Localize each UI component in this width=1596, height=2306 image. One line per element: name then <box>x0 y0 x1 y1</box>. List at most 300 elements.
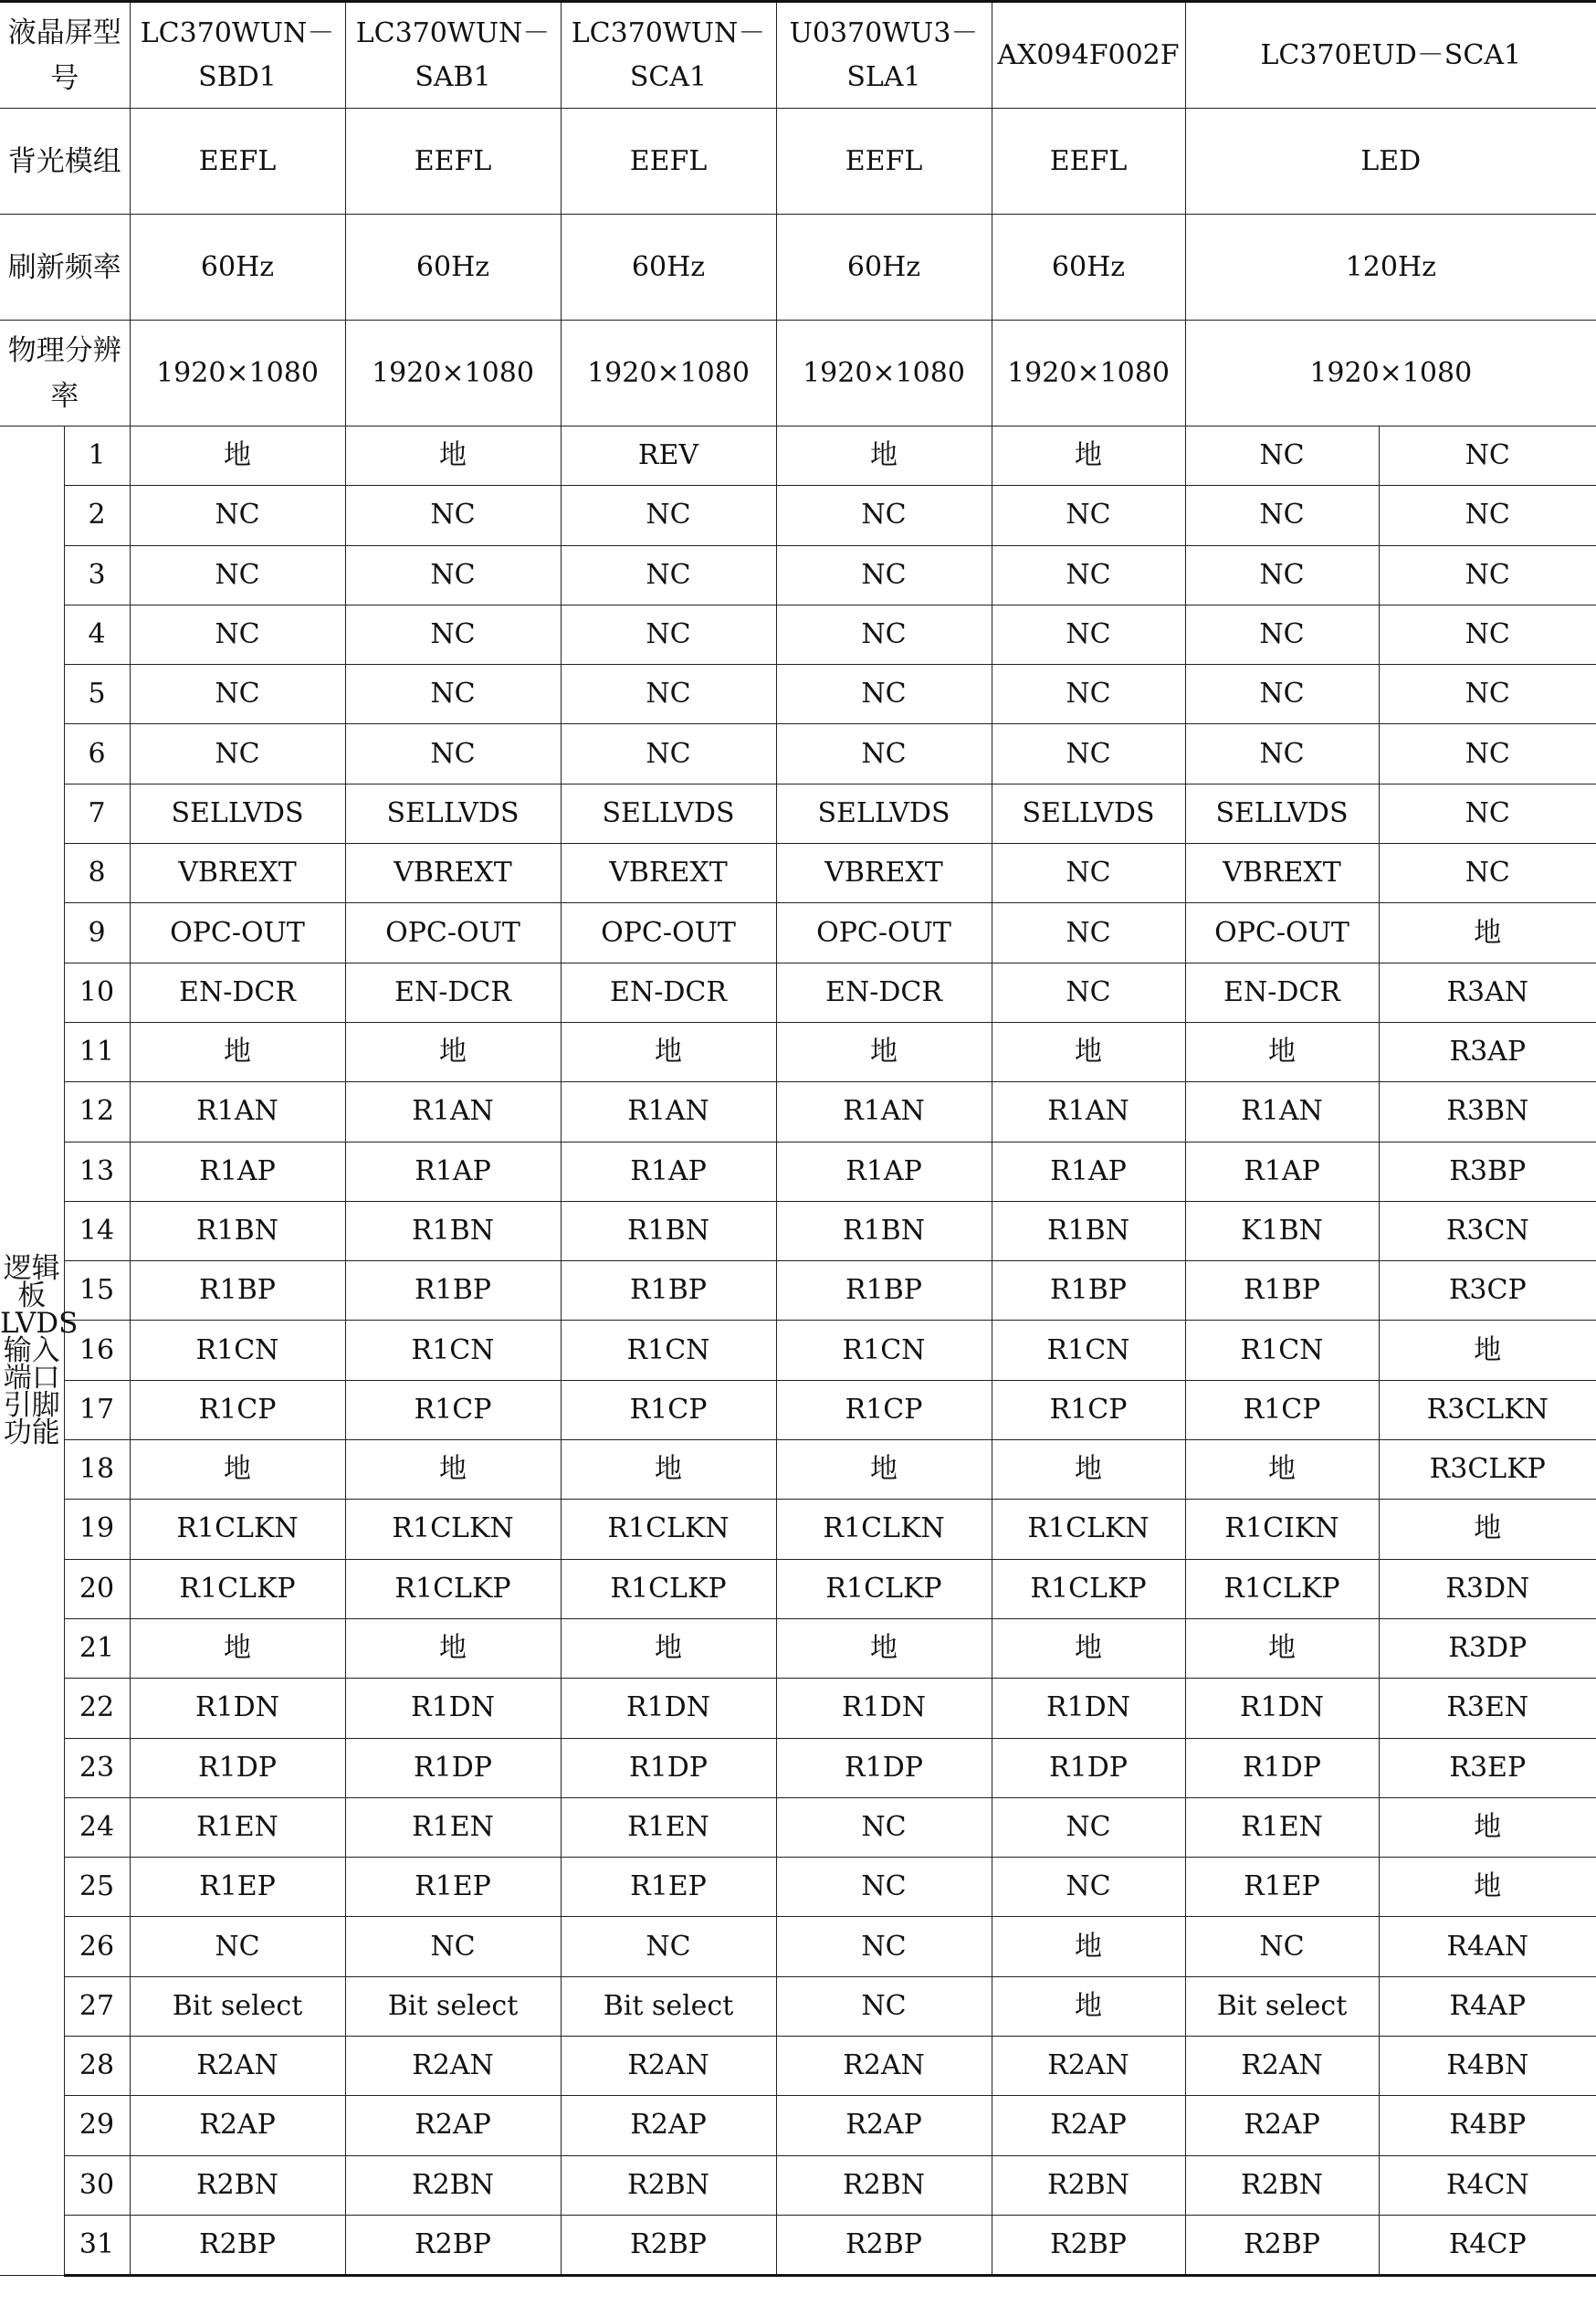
pin-function-cell: R1AP <box>1185 1142 1379 1201</box>
pin-function-cell: R1DP <box>130 1738 345 1797</box>
pin-function-cell: VBREXT <box>1185 844 1379 903</box>
pin-function-cell: NC <box>776 724 992 784</box>
pin-function-cell: R1CLKP <box>992 1559 1185 1618</box>
pin-function-cell: 地 <box>992 1618 1185 1678</box>
pin-function-cell: NC <box>992 486 1185 545</box>
pin-row <box>0 844 1596 903</box>
pin-function-cell: R3DN <box>1379 1559 1596 1618</box>
pin-function-cell: R3DP <box>1379 1618 1596 1678</box>
pin-function-cell: R1EN <box>561 1797 776 1857</box>
pin-function-cell: 地 <box>776 1618 992 1678</box>
pin-function-cell: NC <box>1185 665 1379 724</box>
pin-number-cell: 14 <box>64 1201 130 1260</box>
pin-number-cell: 23 <box>64 1738 130 1797</box>
pin-row <box>0 1500 1596 1559</box>
spec-value-cell: 60Hz <box>561 215 776 321</box>
pin-function-cell: R1CLKP <box>1185 1559 1379 1618</box>
pin-function-cell: R1BN <box>776 1201 992 1260</box>
pin-function-cell: R1BP <box>992 1261 1185 1321</box>
pin-number-cell: 29 <box>64 2096 130 2155</box>
pin-function-cell: Bit select <box>130 1976 345 2036</box>
pin-function-cell: NC <box>776 1858 992 1917</box>
spec-label-cell: 刷新频率 <box>0 215 130 321</box>
pin-function-cell: R3EP <box>1379 1738 1596 1797</box>
pin-function-cell: 地 <box>561 1618 776 1678</box>
pin-function-cell: 地 <box>992 1440 1185 1500</box>
pin-function-cell: R2AN <box>776 2037 992 2096</box>
pin-function-cell: 地 <box>1379 1797 1596 1857</box>
pin-function-cell: R2BN <box>345 2155 561 2215</box>
pin-function-cell: NC <box>1379 665 1596 724</box>
pin-function-cell: R3AN <box>1379 963 1596 1022</box>
spec-value-cell: 1920×1080 <box>776 321 992 426</box>
pin-function-cell: R1CN <box>776 1321 992 1380</box>
pin-number-cell: 15 <box>64 1261 130 1321</box>
pin-function-cell: R1CLKN <box>130 1500 345 1559</box>
pin-number-cell: 9 <box>64 903 130 963</box>
pin-number-cell: 3 <box>64 545 130 605</box>
pin-number-cell: 4 <box>64 605 130 664</box>
pin-function-cell: 地 <box>345 1022 561 1081</box>
pin-number-cell: 20 <box>64 1559 130 1618</box>
pin-function-cell: R1EN <box>130 1797 345 1857</box>
spec-value-cell: 60Hz <box>345 215 561 321</box>
spec-label-cell: 背光模组 <box>0 109 130 215</box>
pin-row <box>0 1559 1596 1618</box>
pin-number-cell: 11 <box>64 1022 130 1081</box>
pin-function-cell: R1CN <box>992 1321 1185 1380</box>
pin-function-cell: R1CN <box>345 1321 561 1380</box>
spec-value-cell: EEFL <box>561 109 776 215</box>
pin-number-cell: 21 <box>64 1618 130 1678</box>
pin-function-cell: R1EN <box>1185 1797 1379 1857</box>
pin-function-cell: R2AP <box>1185 2096 1379 2155</box>
pin-function-cell: NC <box>992 963 1185 1022</box>
spec-value-cell: 1920×1080 <box>1185 321 1596 426</box>
pin-number-cell: 10 <box>64 963 130 1022</box>
pin-row <box>0 1917 1596 1976</box>
spec-value-cell: EEFL <box>345 109 561 215</box>
pin-function-cell: K1BN <box>1185 1201 1379 1260</box>
pin-function-cell: R1BN <box>561 1201 776 1260</box>
pin-function-cell: NC <box>130 665 345 724</box>
pin-function-cell: VBREXT <box>130 844 345 903</box>
pin-function-cell: NC <box>130 1917 345 1976</box>
pin-function-cell: OPC-OUT <box>561 903 776 963</box>
pin-function-cell: R1BP <box>130 1261 345 1321</box>
pin-function-cell: R1EN <box>345 1797 561 1857</box>
pin-row <box>0 963 1596 1022</box>
pin-function-cell: NC <box>1185 486 1379 545</box>
spec-value-cell: 120Hz <box>1185 215 1596 321</box>
pin-row <box>0 2155 1596 2215</box>
pin-function-cell: NC <box>776 665 992 724</box>
pin-function-cell: R3CN <box>1379 1201 1596 1260</box>
pin-function-cell: Bit select <box>1185 1976 1379 2036</box>
pin-function-cell: NC <box>992 545 1185 605</box>
pin-function-cell: R2AP <box>776 2096 992 2155</box>
model-header-cell: U0370WU3－SLA1 <box>776 2 992 109</box>
pin-function-cell: NC <box>1185 1917 1379 1976</box>
pin-function-cell: R1BN <box>130 1201 345 1260</box>
pin-function-cell: NC <box>345 1917 561 1976</box>
pin-number-cell: 26 <box>64 1917 130 1976</box>
pin-function-cell: R1EP <box>1185 1858 1379 1917</box>
pin-function-cell: R4CN <box>1379 2155 1596 2215</box>
pin-function-cell: 地 <box>130 426 345 486</box>
pin-function-cell: R1AP <box>992 1142 1185 1201</box>
pin-function-cell: NC <box>561 486 776 545</box>
pin-function-cell: NC <box>130 724 345 784</box>
model-header-row <box>0 2 1596 109</box>
pin-function-cell: VBREXT <box>345 844 561 903</box>
pin-row <box>0 724 1596 784</box>
spec-value-cell: 60Hz <box>992 215 1185 321</box>
pin-function-cell: R3CLKN <box>1379 1380 1596 1439</box>
pin-function-cell: 地 <box>1379 903 1596 963</box>
pin-function-cell: NC <box>992 903 1185 963</box>
pin-row <box>0 1618 1596 1678</box>
pin-function-cell: NC <box>345 665 561 724</box>
pin-function-cell: 地 <box>992 1976 1185 2036</box>
pin-function-cell: R1DP <box>345 1738 561 1797</box>
pin-function-cell: NC <box>992 1797 1185 1857</box>
pin-function-cell: 地 <box>1379 1858 1596 1917</box>
pin-function-cell: R4AP <box>1379 1976 1596 2036</box>
pin-function-cell: NC <box>776 545 992 605</box>
pin-function-cell: R1AN <box>1185 1082 1379 1142</box>
pin-row <box>0 1321 1596 1380</box>
table-body <box>0 2 1596 2276</box>
pin-function-cell: R1CLKP <box>130 1559 345 1618</box>
pin-function-cell: R2BP <box>561 2215 776 2275</box>
spec-value-cell: 1920×1080 <box>130 321 345 426</box>
pin-function-cell: 地 <box>776 1022 992 1081</box>
spec-value-cell: 1920×1080 <box>992 321 1185 426</box>
pin-function-cell: NC <box>345 605 561 664</box>
pin-row <box>0 903 1596 963</box>
pin-number-cell: 16 <box>64 1321 130 1380</box>
pin-function-cell: R1CLKP <box>561 1559 776 1618</box>
spec-value-cell: 60Hz <box>776 215 992 321</box>
pin-row <box>0 1142 1596 1201</box>
pin-function-cell: SELLVDS <box>992 784 1185 843</box>
pin-function-cell: NC <box>130 486 345 545</box>
pin-function-cell: REV <box>561 426 776 486</box>
pin-function-cell: R1DP <box>776 1738 992 1797</box>
pin-function-cell: R2BN <box>1185 2155 1379 2215</box>
spec-value-cell: LED <box>1185 109 1596 215</box>
pin-function-cell: R1DN <box>561 1679 776 1738</box>
pin-number-cell: 25 <box>64 1858 130 1917</box>
pin-function-cell: 地 <box>345 1618 561 1678</box>
pin-function-cell: R2BN <box>561 2155 776 2215</box>
pin-function-cell: EN-DCR <box>130 963 345 1022</box>
spec-value-cell: 1920×1080 <box>345 321 561 426</box>
pin-number-cell: 18 <box>64 1440 130 1500</box>
pin-row <box>0 1440 1596 1500</box>
pin-function-cell: 地 <box>992 1917 1185 1976</box>
pin-function-cell: SELLVDS <box>130 784 345 843</box>
pin-number-cell: 2 <box>64 486 130 545</box>
pin-function-cell: R1CLKN <box>345 1500 561 1559</box>
pin-row <box>0 1858 1596 1917</box>
pin-function-cell: R1DN <box>1185 1679 1379 1738</box>
model-header-cell: LC370WUN－SAB1 <box>345 2 561 109</box>
pin-function-cell: 地 <box>130 1618 345 1678</box>
pin-function-cell: R2BN <box>992 2155 1185 2215</box>
pin-function-cell: SELLVDS <box>776 784 992 843</box>
pin-function-cell: 地 <box>1185 1618 1379 1678</box>
pin-function-cell: 地 <box>130 1022 345 1081</box>
pin-number-cell: 24 <box>64 1797 130 1857</box>
spec-value-cell: 1920×1080 <box>561 321 776 426</box>
pin-function-cell: NC <box>345 724 561 784</box>
pin-function-cell: VBREXT <box>561 844 776 903</box>
pin-row <box>0 665 1596 724</box>
pin-function-cell: R1DP <box>561 1738 776 1797</box>
model-label-cell: 液晶屏型号 <box>0 2 130 109</box>
pin-row <box>0 1261 1596 1321</box>
pin-number-cell: 12 <box>64 1082 130 1142</box>
pin-number-cell: 1 <box>64 426 130 486</box>
spec-row-refresh-rate <box>0 215 1596 321</box>
pin-function-cell: Bit select <box>561 1976 776 2036</box>
pin-function-cell: NC <box>992 1858 1185 1917</box>
pin-function-cell: R4CP <box>1379 2215 1596 2275</box>
pin-number-cell: 22 <box>64 1679 130 1738</box>
pin-function-cell: R1AN <box>130 1082 345 1142</box>
pin-number-cell: 13 <box>64 1142 130 1201</box>
pin-function-cell: R1BP <box>776 1261 992 1321</box>
pin-function-cell: R1CP <box>345 1380 561 1439</box>
pin-function-cell: NC <box>776 605 992 664</box>
pin-function-cell: R1EP <box>561 1858 776 1917</box>
pin-function-cell: R1CN <box>130 1321 345 1380</box>
pin-function-cell: R1CLKN <box>992 1500 1185 1559</box>
pin-function-cell: R1CP <box>1185 1380 1379 1439</box>
pin-number-cell: 5 <box>64 665 130 724</box>
pin-function-cell: 地 <box>776 426 992 486</box>
model-header-cell: LC370WUN－SBD1 <box>130 2 345 109</box>
pin-row <box>0 1380 1596 1439</box>
pin-function-cell: 地 <box>992 426 1185 486</box>
pin-function-cell: R3BN <box>1379 1082 1596 1142</box>
pin-function-cell: NC <box>345 545 561 605</box>
pin-number-cell: 17 <box>64 1380 130 1439</box>
pin-number-cell: 31 <box>64 2215 130 2275</box>
pin-row <box>0 2215 1596 2275</box>
pin-function-cell: R1DN <box>776 1679 992 1738</box>
pin-function-cell: R1AP <box>345 1142 561 1201</box>
pin-function-cell: EN-DCR <box>561 963 776 1022</box>
pin-function-cell: 地 <box>345 426 561 486</box>
pin-row <box>0 1022 1596 1081</box>
pin-function-cell: NC <box>1185 724 1379 784</box>
spec-label-cell: 物理分辨率 <box>0 321 130 426</box>
pin-function-cell: R2AN <box>345 2037 561 2096</box>
pin-number-cell: 8 <box>64 844 130 903</box>
pin-function-cell: R1DP <box>1185 1738 1379 1797</box>
pin-function-cell: R2BP <box>776 2215 992 2275</box>
pin-function-cell: NC <box>345 486 561 545</box>
pin-row <box>0 1679 1596 1738</box>
pin-function-cell: EN-DCR <box>776 963 992 1022</box>
pin-section-label: 逻辑板LVDS输入端口引脚功能 <box>0 426 64 2276</box>
pin-function-cell: NC <box>1185 426 1379 486</box>
pin-number-cell: 19 <box>64 1500 130 1559</box>
pin-function-cell: R1BN <box>345 1201 561 1260</box>
pin-function-cell: 地 <box>345 1440 561 1500</box>
pin-function-cell: R1AP <box>130 1142 345 1201</box>
pin-function-cell: SELLVDS <box>345 784 561 843</box>
model-header-cell: AX094F002F <box>992 2 1185 109</box>
pin-function-cell: OPC-OUT <box>130 903 345 963</box>
pin-function-cell: R1BP <box>1185 1261 1379 1321</box>
pin-function-cell: 地 <box>1379 1321 1596 1380</box>
pin-function-cell: R2AN <box>561 2037 776 2096</box>
pin-function-cell: R2AN <box>130 2037 345 2096</box>
pin-row <box>0 545 1596 605</box>
pin-function-cell: R1CLKN <box>776 1500 992 1559</box>
pin-function-cell: R1CP <box>130 1380 345 1439</box>
pin-number-cell: 27 <box>64 1976 130 2036</box>
pin-number-cell: 28 <box>64 2037 130 2096</box>
pin-function-cell: R1BP <box>345 1261 561 1321</box>
pin-function-cell: Bit select <box>345 1976 561 2036</box>
model-header-cell: LC370WUN－SCA1 <box>561 2 776 109</box>
pin-function-cell: R3AP <box>1379 1022 1596 1081</box>
pin-row <box>0 486 1596 545</box>
pin-function-cell: R1AN <box>345 1082 561 1142</box>
pin-function-cell: R1CLKN <box>561 1500 776 1559</box>
spec-row-resolution <box>0 321 1596 426</box>
pin-row <box>0 1797 1596 1857</box>
pin-function-cell: NC <box>561 665 776 724</box>
pin-function-cell: OPC-OUT <box>776 903 992 963</box>
pin-function-cell: 地 <box>1379 1500 1596 1559</box>
pin-function-cell: NC <box>1379 844 1596 903</box>
pin-function-cell: NC <box>130 605 345 664</box>
pin-function-cell: NC <box>1379 784 1596 843</box>
pin-row <box>0 784 1596 843</box>
pin-function-cell: NC <box>776 1917 992 1976</box>
pin-function-cell: NC <box>992 605 1185 664</box>
pin-function-cell: NC <box>561 605 776 664</box>
pin-function-cell: NC <box>561 724 776 784</box>
pin-function-cell: R2BP <box>1185 2215 1379 2275</box>
pin-function-cell: NC <box>776 1797 992 1857</box>
pin-function-cell: 地 <box>1185 1440 1379 1500</box>
pin-function-cell: EN-DCR <box>1185 963 1379 1022</box>
pin-function-cell: NC <box>561 545 776 605</box>
pin-function-cell: NC <box>1379 486 1596 545</box>
pin-function-cell: R4AN <box>1379 1917 1596 1976</box>
pin-number-cell: 30 <box>64 2155 130 2215</box>
pin-function-cell: 地 <box>130 1440 345 1500</box>
pin-function-cell: NC <box>776 486 992 545</box>
spec-value-cell: EEFL <box>130 109 345 215</box>
pin-function-cell: R1CLKP <box>345 1559 561 1618</box>
pin-number-cell: 6 <box>64 724 130 784</box>
pin-function-cell: R1DP <box>992 1738 1185 1797</box>
pin-row <box>0 2096 1596 2155</box>
pin-function-cell: OPC-OUT <box>1185 903 1379 963</box>
pin-function-cell: NC <box>1379 545 1596 605</box>
pin-function-cell: OPC-OUT <box>345 903 561 963</box>
pin-row <box>0 1976 1596 2036</box>
pin-function-cell: R1EP <box>130 1858 345 1917</box>
pin-function-cell: 地 <box>561 1022 776 1081</box>
pin-function-cell: R2BP <box>130 2215 345 2275</box>
pin-function-cell: R2AP <box>992 2096 1185 2155</box>
pin-function-cell: R1CP <box>561 1380 776 1439</box>
pin-function-cell: R1EP <box>345 1858 561 1917</box>
spec-row-backlight <box>0 109 1596 215</box>
pin-function-cell: R2AP <box>345 2096 561 2155</box>
pin-function-cell: R2BP <box>345 2215 561 2275</box>
model-header-cell: LC370EUD－SCA1 <box>1185 2 1596 109</box>
pin-function-cell: R1CN <box>1185 1321 1379 1380</box>
pin-function-cell: EN-DCR <box>345 963 561 1022</box>
pin-function-cell: NC <box>1379 605 1596 664</box>
pin-function-cell: 地 <box>561 1440 776 1500</box>
pin-function-cell: R1AP <box>561 1142 776 1201</box>
pin-function-cell: R1AP <box>776 1142 992 1201</box>
pin-function-cell: R3CLKP <box>1379 1440 1596 1500</box>
pin-function-cell: R1AN <box>776 1082 992 1142</box>
pin-function-cell: R4BP <box>1379 2096 1596 2155</box>
pin-function-cell: NC <box>992 724 1185 784</box>
pin-function-cell: R4BN <box>1379 2037 1596 2096</box>
pin-function-cell: NC <box>1185 545 1379 605</box>
pin-function-cell: NC <box>561 1917 776 1976</box>
pin-function-cell: 地 <box>776 1440 992 1500</box>
pin-function-cell: VBREXT <box>776 844 992 903</box>
pin-function-cell: R1CP <box>776 1380 992 1439</box>
pin-function-cell: 地 <box>1185 1022 1379 1081</box>
spec-value-cell: EEFL <box>776 109 992 215</box>
pin-function-cell: R1AN <box>561 1082 776 1142</box>
spec-value-cell: EEFL <box>992 109 1185 215</box>
pin-row <box>0 605 1596 664</box>
spec-value-cell: 60Hz <box>130 215 345 321</box>
pin-row <box>0 1738 1596 1797</box>
pin-row <box>0 1201 1596 1260</box>
pin-function-cell: R1CP <box>992 1380 1185 1439</box>
pin-function-cell: R1BN <box>992 1201 1185 1260</box>
pin-function-cell: R1CIKN <box>1185 1500 1379 1559</box>
pin-row <box>0 2037 1596 2096</box>
pin-function-cell: R2AN <box>992 2037 1185 2096</box>
pin-function-cell: R2BN <box>130 2155 345 2215</box>
pin-function-cell: R1BP <box>561 1261 776 1321</box>
pin-function-cell: R2BN <box>776 2155 992 2215</box>
pin-function-cell: NC <box>1185 605 1379 664</box>
pin-function-cell: SELLVDS <box>1185 784 1379 843</box>
pin-row <box>0 1082 1596 1142</box>
pin-function-cell: 地 <box>992 1022 1185 1081</box>
pin-function-cell: R1CLKP <box>776 1559 992 1618</box>
pin-function-cell: R2AP <box>130 2096 345 2155</box>
pin-function-cell: R1AN <box>992 1082 1185 1142</box>
pin-function-cell: R2BP <box>992 2215 1185 2275</box>
pin-function-cell: R1DN <box>345 1679 561 1738</box>
pin-function-cell: SELLVDS <box>561 784 776 843</box>
pin-row <box>0 426 1596 486</box>
pin-function-cell: R3BP <box>1379 1142 1596 1201</box>
pin-function-cell: NC <box>1379 724 1596 784</box>
